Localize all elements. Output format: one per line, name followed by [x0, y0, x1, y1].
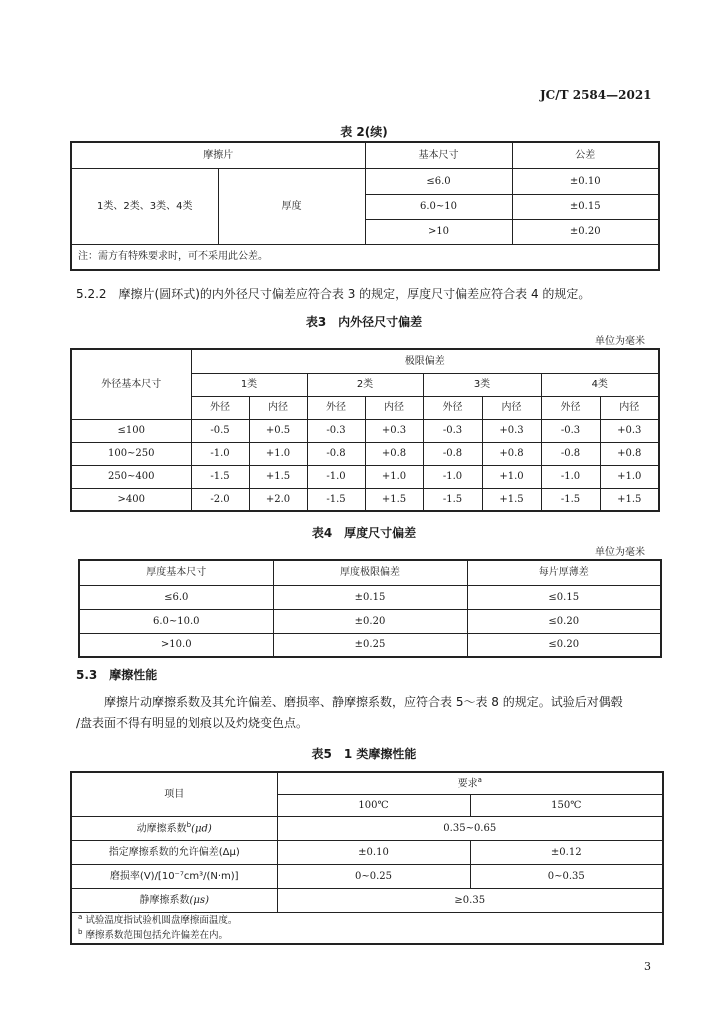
table4-cell: ≤6.0 — [79, 585, 273, 609]
table4-header: 厚度基本尺寸 — [79, 560, 273, 585]
table-row — [71, 816, 663, 840]
table3-sub-header: 内径 — [365, 396, 423, 419]
table2-size-cell: 6.0~10 — [365, 194, 512, 219]
table4-cell: ±0.20 — [273, 609, 467, 633]
table2-size-cell: ≤6.0 — [365, 168, 512, 194]
table4-cell: ±0.25 — [273, 633, 467, 657]
table3 — [70, 348, 660, 512]
table-row — [71, 840, 663, 864]
table5-item-header: 项目 — [71, 772, 277, 816]
table2-size-cell: >10 — [365, 219, 512, 244]
section-5-3-heading: 5.3 摩擦性能 — [76, 668, 158, 682]
table-row — [71, 864, 663, 888]
table2-category: 1类、2类、3类、4类 — [71, 168, 218, 244]
table-row — [71, 888, 663, 912]
table4-header: 每片厚薄差 — [467, 560, 661, 585]
table3-value-cell: -0.8 — [307, 442, 365, 465]
table3-value-cell: +0.3 — [365, 419, 423, 442]
table4-cell: 6.0~10.0 — [79, 609, 273, 633]
table-row — [79, 633, 661, 657]
table5-value-cell: ±0.10 — [277, 840, 470, 864]
table2-tol-cell: ±0.20 — [512, 219, 659, 244]
table3-sub-header: 外径 — [307, 396, 365, 419]
table3-value-cell: +1.5 — [482, 488, 541, 511]
table3-value-cell: -1.5 — [191, 465, 249, 488]
table3-value-cell: +1.0 — [249, 442, 307, 465]
table4-cell: ±0.15 — [273, 585, 467, 609]
table3-value-cell: +1.0 — [365, 465, 423, 488]
table4-header: 厚度极限偏差 — [273, 560, 467, 585]
table3-class-header: 2类 — [307, 373, 423, 396]
table3-value-cell: +1.5 — [365, 488, 423, 511]
table4-cell: ≤0.20 — [467, 609, 661, 633]
table5-value-cell: ≥0.35 — [277, 888, 663, 912]
table3-value-cell: -1.0 — [307, 465, 365, 488]
table3-value-cell: +0.5 — [249, 419, 307, 442]
table3-value-cell: -0.3 — [541, 419, 600, 442]
table5-value-cell: 0~0.35 — [470, 864, 663, 888]
row-label-text: 静摩擦系数 — [139, 894, 190, 906]
table3-value-cell: +1.5 — [600, 488, 659, 511]
table5-note — [78, 928, 662, 943]
table5-row-label: 指定摩擦系数的允许偏差(Δμ) — [71, 840, 277, 864]
table-row — [71, 465, 659, 488]
table3-size-cell: 250~400 — [71, 465, 191, 488]
note-text: 摩擦系数范围包括允许偏差在内。 — [85, 929, 228, 941]
table3-sub-header: 外径 — [191, 396, 249, 419]
table4-unit: 单位为毫米 — [595, 547, 645, 558]
row-label-text: 动摩擦系数 — [136, 823, 187, 835]
table2-tol-cell: ±0.10 — [512, 168, 659, 194]
section-5-2-2: 5.2.2 摩擦片(圆环式)的内外径尺寸偏差应符合表 3 的规定，厚度尺寸偏差应符合表 4 的规定。 — [76, 287, 591, 301]
table3-value-cell: +1.0 — [482, 465, 541, 488]
table3-value-cell: +0.8 — [600, 442, 659, 465]
table2-header-tol: 公差 — [512, 142, 659, 168]
table3-sub-header: 内径 — [600, 396, 659, 419]
table3-value-cell: -2.0 — [191, 488, 249, 511]
table5-value-cell: 0.35~0.65 — [277, 816, 663, 840]
table3-size-cell: 100~250 — [71, 442, 191, 465]
table2-dimension: 厚度 — [218, 168, 365, 244]
table3-class-header: 3类 — [423, 373, 541, 396]
table4-cell: ≤0.20 — [467, 633, 661, 657]
table3-value-cell: -1.0 — [541, 465, 600, 488]
table3-row-header: 外径基本尺寸 — [71, 349, 191, 419]
table5-value-cell: ±0.12 — [470, 840, 663, 864]
symbol: (μd) — [191, 823, 212, 835]
table5-requirement-header — [277, 772, 663, 794]
section-5-3-paragraph-line1: 摩擦片动摩擦系数及其允许偏差、磨损率、静摩擦系数，应符合表 5～表 8 的规定。试验后对偶毂 — [104, 695, 623, 709]
table3-value-cell: +2.0 — [249, 488, 307, 511]
table3-class-header: 1类 — [191, 373, 307, 396]
table3-value-cell: +0.8 — [482, 442, 541, 465]
table3-sub-header: 外径 — [423, 396, 482, 419]
table5-value-cell: 0~0.25 — [277, 864, 470, 888]
document-code: JC/T 2584—2021 — [540, 88, 652, 102]
table-row — [71, 488, 659, 511]
table3-class-header: 4类 — [541, 373, 659, 396]
table4-title: 表4 厚度尺寸偏差 — [311, 526, 417, 540]
table2-tol-cell: ±0.15 — [512, 194, 659, 219]
table3-value-cell: -1.5 — [423, 488, 482, 511]
table3-value-cell: +0.8 — [365, 442, 423, 465]
table-row — [71, 442, 659, 465]
table-row — [79, 585, 661, 609]
table5-temp-header: 100℃ — [277, 794, 470, 816]
table4-cell: ≤0.15 — [467, 585, 661, 609]
table3-group-header: 极限偏差 — [191, 349, 659, 373]
table2-header-size: 基本尺寸 — [365, 142, 512, 168]
footnote-mark: a — [477, 776, 482, 785]
table3-unit: 单位为毫米 — [595, 336, 645, 347]
table4-cell: >10.0 — [79, 633, 273, 657]
symbol: (μs) — [189, 894, 209, 906]
table3-value-cell: -1.0 — [423, 465, 482, 488]
section-5-3-paragraph-line2: /盘表面不得有明显的划痕以及灼烧变色点。 — [76, 716, 309, 730]
table2-note: 注：需方有特殊要求时，可不采用此公差。 — [71, 244, 659, 270]
footnote-mark: b — [78, 927, 83, 936]
note-text: 试验温度指试验机圆盘摩擦面温度。 — [85, 914, 238, 926]
table3-size-cell: >400 — [71, 488, 191, 511]
table3-size-cell: ≤100 — [71, 419, 191, 442]
table3-value-cell: +1.0 — [600, 465, 659, 488]
table5-row-label: 磨损率(V)/[10⁻⁷cm³/(N·m)] — [71, 864, 277, 888]
table3-value-cell: +0.3 — [600, 419, 659, 442]
table3-sub-header: 内径 — [482, 396, 541, 419]
table3-sub-header: 外径 — [541, 396, 600, 419]
table2-title: 表 2(续) — [340, 125, 388, 139]
table5-notes — [71, 912, 663, 944]
table3-value-cell: -0.3 — [307, 419, 365, 442]
table3-value-cell: -1.5 — [307, 488, 365, 511]
table3-value-cell: -0.3 — [423, 419, 482, 442]
table5-row-label — [71, 816, 277, 840]
table5-temp-header: 150℃ — [470, 794, 663, 816]
table-row — [79, 609, 661, 633]
table2-header-pad: 摩擦片 — [71, 142, 365, 168]
table5 — [70, 771, 664, 945]
table-row — [71, 419, 659, 442]
table3-value-cell: +1.5 — [249, 465, 307, 488]
table3-value-cell: +0.3 — [482, 419, 541, 442]
table5-note — [78, 913, 662, 928]
table5-title: 表5 1 类摩擦性能 — [311, 747, 417, 761]
table3-value-cell: -0.8 — [541, 442, 600, 465]
footnote-mark: a — [78, 912, 83, 921]
table2 — [70, 141, 660, 271]
table3-value-cell: -0.5 — [191, 419, 249, 442]
requirement-label: 要求 — [457, 778, 478, 790]
footnote-mark: b — [186, 820, 192, 829]
page-number: 3 — [644, 960, 651, 973]
table3-title: 表3 内外径尺寸偏差 — [305, 315, 423, 329]
table3-value-cell: -1.0 — [191, 442, 249, 465]
table3-value-cell: -1.5 — [541, 488, 600, 511]
table3-sub-header: 内径 — [249, 396, 307, 419]
table5-row-label — [71, 888, 277, 912]
table3-value-cell: -0.8 — [423, 442, 482, 465]
table4 — [78, 559, 662, 658]
